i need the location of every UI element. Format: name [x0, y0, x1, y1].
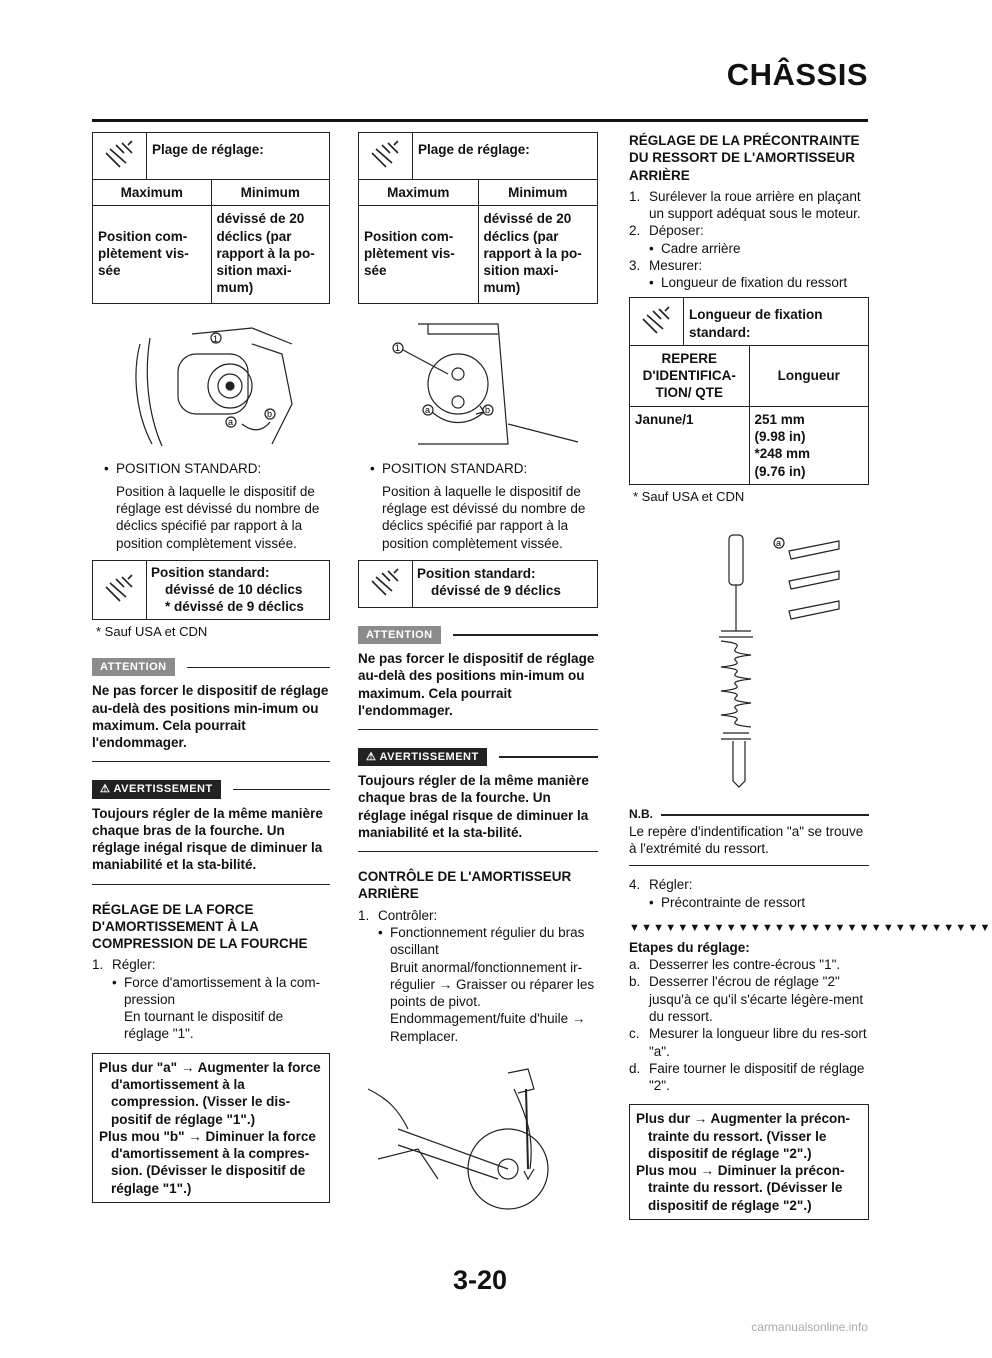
step-text: Mesurer: [649, 257, 703, 273]
spec-length-1: 251 mm [754, 411, 805, 427]
spec-col-min: Minimum [240, 185, 300, 200]
alpha-step-letter: a. [629, 957, 641, 973]
step-detail: En tournant le dispositif de réglage "1". [124, 1009, 284, 1042]
alpha-step-text: Desserrer les contre-écrous "1". [649, 957, 841, 973]
result-harder: Plus dur "a" → Augmenter la force d'amortissement à la compression. (Visser le dis-positif de réglage "1".) [99, 1059, 321, 1127]
spring-figure [629, 521, 869, 801]
swingarm-figure [358, 1059, 598, 1199]
spec-title: Position standard: [417, 565, 536, 581]
step-text: Surélever la roue arrière en plaçant un support adéquat sous le moteur. [649, 188, 861, 222]
standard-position-label: • POSITION STANDARD: [358, 460, 598, 477]
step-text: Régler: [649, 877, 693, 893]
step-text: Contrôler: [378, 907, 438, 923]
step-text: Régler: [112, 957, 156, 973]
spec-title: Plage de réglage: [152, 142, 264, 157]
attention-badge: ATTENTION [92, 658, 175, 676]
spec-min-value: dévissé de 20 déclics (par rapport à la po-sition maxi-mum) [216, 211, 315, 296]
alpha-step-text: Faire tourner le dispositif de réglage "2". [649, 1060, 865, 1094]
result-softer: Plus mou "b" → Diminuer la force d'amortissement à la compres-sion. (Dévisser le dispositif de réglage "1".) [99, 1128, 316, 1196]
label-1: 1 [213, 333, 219, 344]
nb-label: N.B. [629, 807, 653, 822]
rear-adjuster-figure [358, 314, 598, 454]
step-number: 3. [629, 257, 641, 273]
warning-label: AVERTISSEMENT [379, 751, 479, 764]
standard-position-label: • POSITION STANDARD: [92, 460, 330, 477]
attention-text: Ne pas forcer le dispositif de réglage au-delà des positions min-imum ou maximum. Cela pourrait l'endommager. [358, 650, 598, 730]
column-3 [629, 132, 992, 1220]
spec-box-adjustment-range [358, 132, 598, 304]
spec-length-3: *248 mm [754, 446, 811, 462]
warning-text: Toujours régler de la même manière chaque bras de la fourche. Un réglage inégal risque de diminuer la maniabilité et la sta-bilité. [92, 805, 330, 885]
header-rule [92, 119, 868, 122]
procedure-start-marker: ▼▼▼▼▼▼▼▼▼▼▼▼▼▼▼▼▼▼▼▼▼▼▼▼▼▼▼▼▼▼ [629, 921, 992, 934]
tool-icon [93, 133, 147, 179]
alpha-step-letter: c. [629, 1026, 640, 1042]
spec-box-adjustment-range [92, 132, 330, 304]
result-softer: Plus mou → Diminuer la précon-trainte du ressort. (Dévisser le dispositif de réglage "2".) [636, 1163, 845, 1213]
footnote: * Sauf USA et CDN [633, 488, 745, 504]
alpha-step-letter: b. [629, 974, 641, 990]
standard-position-text: Position à laquelle le dispositif de réglage est dévissé du nombre de déclics spécifié par rapport à la position complètement vissée. [382, 483, 586, 551]
spec-row-id: Janune/1 [630, 407, 750, 484]
step-bullet: • Précontrainte de ressort [649, 894, 869, 911]
label-a: a [776, 538, 782, 549]
step-number: 4. [629, 877, 641, 893]
warning-badge: ⚠ AVERTISSEMENT [358, 748, 487, 766]
alpha-step-text: Desserrer l'écrou de réglage "2" jusqu'à ce qu'il s'écarte légère-ment du ressort. [649, 974, 864, 1024]
warning-badge: ⚠ AVERTISSEMENT [92, 780, 221, 798]
spec-value-2: * dévissé de 9 déclics [165, 599, 304, 615]
spec-value-1: dévissé de 9 déclics [431, 583, 561, 599]
spec-title: Position standard: [151, 564, 270, 580]
spec-box-standard-position [92, 560, 330, 620]
step-number: 1. [629, 188, 641, 204]
alpha-step-letter: d. [629, 1060, 641, 1076]
procedure-title: Etapes du réglage: [629, 939, 750, 955]
result-box [629, 1104, 869, 1220]
section-title: CONTRÔLE DE L'AMORTISSEUR ARRIÈRE [358, 869, 572, 902]
page-title: CHÂSSIS [726, 57, 868, 92]
label-a: a [425, 404, 431, 415]
spec-max-value: Position com-plètement vis-sée [93, 206, 212, 302]
alpha-step-text: Mesurer la longueur libre du res-sort "a". [649, 1026, 867, 1059]
result-harder: Plus dur → Augmenter la précon-trainte du ressort. (Visser le dispositif de réglage "2".) [636, 1111, 851, 1161]
tool-icon [359, 561, 413, 607]
label-b: b [267, 408, 273, 419]
section-title: RÉGLAGE DE LA PRÉCONTRAINTE DU RESSORT DE L'AMORTISSEUR ARRIÈRE [629, 133, 860, 183]
spec-box-spring-length [629, 297, 869, 484]
step-detail: Bruit anormal/fonctionnement ir-régulier → Graisser ou réparer les points de pivot. [390, 959, 595, 1010]
step-number: 1. [92, 957, 104, 973]
nb-text: Le repère d'indentification "a" se trouve à l'extrémité du ressort. [629, 823, 869, 867]
section-title: RÉGLAGE DE LA FORCE D'AMORTISSEMENT À LA COMPRESSION DE LA FOURCHE [92, 901, 308, 952]
footnote: * Sauf USA et CDN [96, 623, 208, 639]
standard-position-text: Position à laquelle le dispositif de réglage est dévissé du nombre de déclics spécifié par rapport à la position complètement vissée. [116, 483, 320, 551]
step-bullet: • Longueur de fixation du ressort [649, 274, 869, 291]
step-bullet: • Cadre arrière [649, 240, 869, 257]
spec-col-max: Maximum [93, 180, 212, 205]
column-2 [358, 132, 598, 1199]
step-number: 2. [629, 223, 641, 239]
tool-icon [359, 133, 413, 179]
spec-col-length: Longueur [777, 368, 840, 384]
spec-col-min: Minimum [508, 185, 568, 200]
spec-min-value: dévissé de 20 déclics (par rapport à la po-sition maxi-mum) [483, 211, 582, 296]
spec-value-1: dévissé de 10 déclics [165, 582, 303, 598]
spec-max-value: Position com-plètement vis-sée [359, 206, 479, 302]
step-number: 1. [358, 907, 370, 923]
page-number: 3-20 [452, 1265, 508, 1295]
result-box [92, 1053, 330, 1203]
watermark: carmanualsonline.info [751, 1320, 868, 1334]
warning-label: AVERTISSEMENT [113, 783, 213, 796]
spec-length-2: (9.98 in) [754, 428, 806, 444]
step-bullet: • Fonctionnement régulier du bras oscillant [378, 924, 598, 959]
tool-icon [630, 298, 684, 345]
warning-text: Toujours régler de la même manière chaque bras de la fourche. Un réglage inégal risque de diminuer la maniabilité et la sta-bilité. [358, 772, 598, 852]
label-1: 1 [395, 342, 401, 353]
attention-text: Ne pas forcer le dispositif de réglage au-delà des positions min-imum ou maximum. Cela pourrait l'endommager. [92, 682, 330, 762]
spec-col-max: Maximum [359, 180, 479, 205]
step-text: Déposer: [649, 223, 704, 239]
spec-title: Plage de réglage: [418, 142, 530, 157]
step-detail: Endommagement/fuite d'huile → Remplacer. [390, 1011, 586, 1044]
label-b: b [485, 404, 491, 415]
spec-box-standard-position [358, 560, 598, 608]
spec-title: Longueur de fixation standard: [689, 307, 823, 340]
column-1 [92, 132, 330, 1203]
step-bullet: • Force d'amortissement à la com-pression [112, 974, 330, 1009]
attention-badge: ATTENTION [358, 626, 441, 644]
tool-icon [93, 561, 147, 619]
spec-col-id: REPERE D'IDENTIFICA-TION/ QTE [630, 346, 750, 406]
spec-length-4: (9.76 in) [754, 463, 806, 479]
fork-adjuster-figure [92, 314, 330, 454]
label-a: a [228, 416, 234, 427]
